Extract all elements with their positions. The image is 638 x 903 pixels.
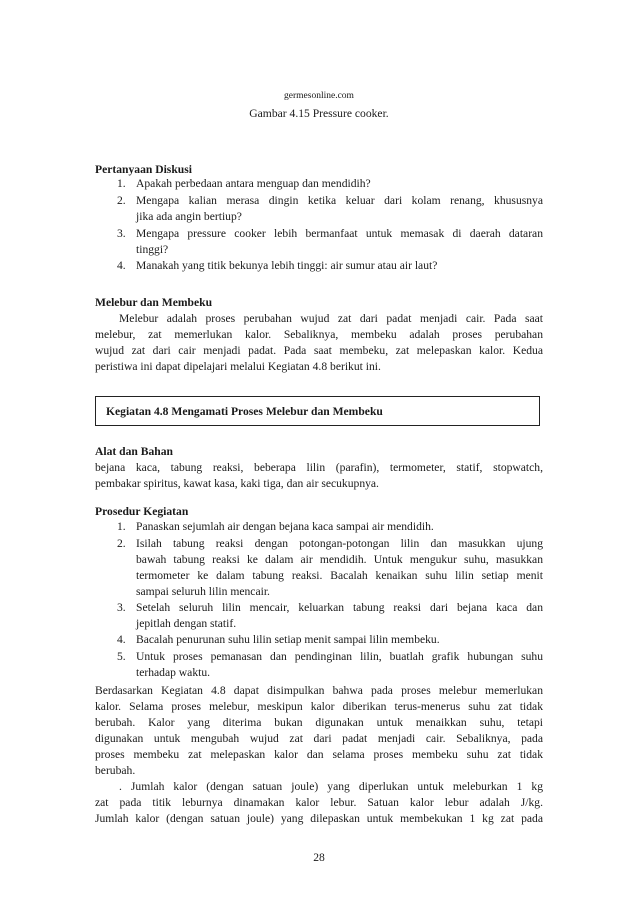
paragraph-line: Berdasarkan Kegiatan 4.8 dapat disimpulkan bahwa pada proses melebur memerlukan xyxy=(95,684,543,697)
paragraph-line: kalor. Selama proses melebur, meskipun kalor diberikan terus-menerus suhu zat tidak xyxy=(95,700,543,713)
procedure-step-text: jepitlah dengan statif. xyxy=(136,617,237,630)
paragraph-line: melebur, zat memerlukan kalor. Sebaliknya, membeku adalah proses perubahan xyxy=(95,328,543,341)
procedure-step-number: 4. xyxy=(117,633,126,646)
procedure-step-number: 5. xyxy=(117,650,126,663)
procedure-step-text: Setelah seluruh lilin mencair, keluarkan tabung reaksi dari bejana kaca dan xyxy=(136,601,543,614)
procedure-step-text: Bacalah penurunan suhu lilin setiap menit sampai lilin membeku. xyxy=(136,633,440,646)
discussion-item-text: jika ada angin bertiup? xyxy=(136,210,242,223)
discussion-item-text: Manakah yang titik bekunya lebih tinggi: air sumur atau air laut? xyxy=(136,259,438,272)
procedure-step-number: 3. xyxy=(117,601,126,614)
discussion-item-text: Apakah perbedaan antara menguap dan mendidih? xyxy=(136,177,371,190)
paragraph-line: . Jumlah kalor (dengan satuan joule) yang diperlukan untuk meleburkan 1 kg xyxy=(119,780,543,793)
materials-line: bejana kaca, tabung reaksi, beberapa lilin (parafin), termometer, statif, stopwatch, xyxy=(95,461,543,474)
activity-box xyxy=(95,396,540,426)
paragraph-line: proses membeku zat melepaskan kalor dan selama proses membeku suhu zat tidak xyxy=(95,748,543,761)
procedure-step-number: 1. xyxy=(117,520,126,533)
procedure-step-text: Untuk proses pemanasan dan pendinginan lilin, buatlah grafik hubungan suhu xyxy=(136,650,543,663)
procedure-step-text: sampai seluruh lilin mencair. xyxy=(136,585,270,598)
melting-heading: Melebur dan Membeku xyxy=(95,296,213,309)
paragraph-line: zat pada titik leburnya dinamakan kalor lebur. Satuan kalor lebur adalah J/kg. xyxy=(95,796,543,809)
paragraph-line: Melebur adalah proses perubahan wujud zat dari padat menjadi cair. Pada saat xyxy=(119,312,543,325)
discussion-item-text: tinggi? xyxy=(136,243,169,256)
paragraph-line: berubah. xyxy=(95,764,136,777)
paragraph-line: berubah. Kalor yang diterima bukan digunakan untuk menaikkan suhu, tetapi xyxy=(95,716,543,729)
discussion-item-number: 4. xyxy=(117,259,126,272)
discussion-item-number: 3. xyxy=(117,227,126,240)
discussion-item-number: 2. xyxy=(117,194,126,207)
procedure-step-text: terhadap waktu. xyxy=(136,666,211,679)
materials-line: pembakar spiritus, kawat kasa, kaki tiga, dan air secukupnya. xyxy=(95,477,379,490)
discussion-item-number: 1. xyxy=(117,177,126,190)
page-number: 28 xyxy=(313,851,325,864)
materials-heading: Alat dan Bahan xyxy=(95,445,173,458)
paragraph-line: wujud zat dari cair menjadi padat. Pada saat membeku, zat melepaskan kalor. Kedua xyxy=(95,344,543,357)
discussion-item-text: Mengapa pressure cooker lebih bermanfaat untuk memasak di daerah dataran xyxy=(136,227,543,240)
discussion-item-text: Mengapa kalian merasa dingin ketika keluar dari kolam renang, khususnya xyxy=(136,194,543,207)
paragraph-line: digunakan untuk mengubah wujud zat dari padat menjadi cair. Sebaliknya, pada xyxy=(95,732,543,745)
paragraph-line: Jumlah kalor (dengan satuan joule) yang dilepaskan untuk membekukan 1 kg zat pada xyxy=(95,812,543,825)
figure-caption: Gambar 4.15 Pressure cooker. xyxy=(249,107,389,120)
figure-source: germesonline.com xyxy=(284,91,354,101)
discussion-heading: Pertanyaan Diskusi xyxy=(95,163,192,176)
procedure-step-text: Panaskan sejumlah air dengan bejana kaca sampai air mendidih. xyxy=(136,520,434,533)
procedure-step-text: Isilah tabung reaksi dengan potongan-potongan lilin dan masukkan ujung xyxy=(136,537,543,550)
procedure-heading: Prosedur Kegiatan xyxy=(95,505,189,518)
procedure-step-number: 2. xyxy=(117,537,126,550)
procedure-step-text: termometer ke dalam tabung reaksi. Bacalah kenaikan suhu lilin setiap menit xyxy=(136,569,543,582)
procedure-step-text: bawah tabung reaksi ke dalam air mendidih. Untuk mengukur suhu, masukkan xyxy=(136,553,543,566)
activity-title: Kegiatan 4.8 Mengamati Proses Melebur dan Membeku xyxy=(106,405,383,418)
paragraph-line: peristiwa ini dapat dipelajari melalui Kegiatan 4.8 berikut ini. xyxy=(95,360,381,373)
